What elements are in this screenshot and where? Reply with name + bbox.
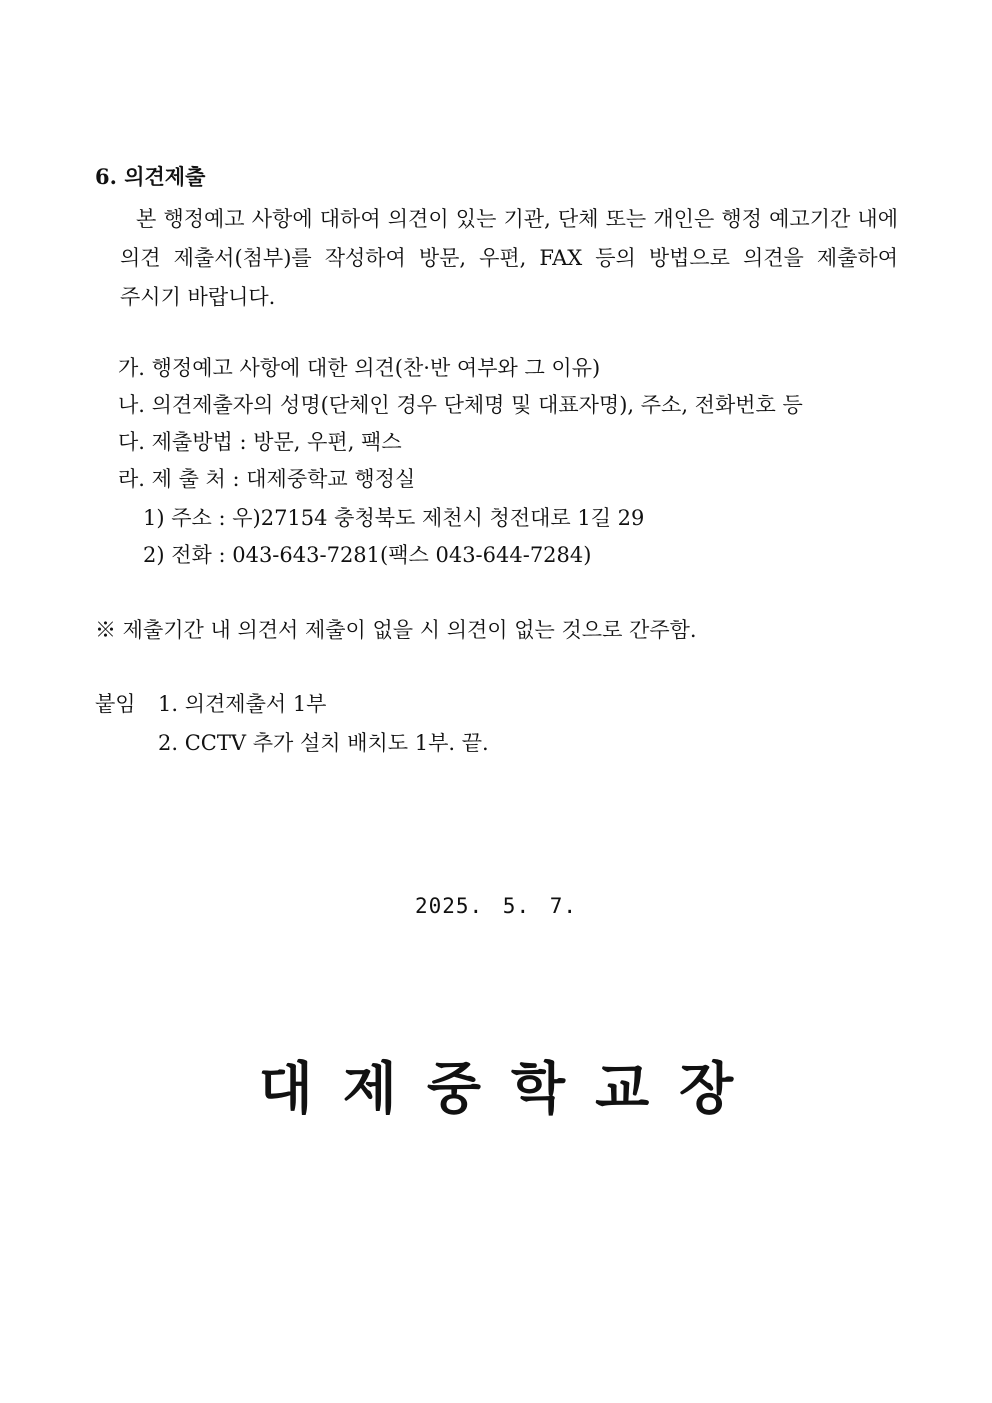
attachment-item-2: 2. CCTV 추가 설치 배치도 1부. 끝. (158, 731, 489, 755)
section-title: 6. 의견제출 (95, 164, 206, 189)
section-paragraph: 본 행정예고 사항에 대하여 의견이 있는 기관, 단체 또는 개인은 행정 예고기간 내에 의견 제출서(첨부)를 작성하여 방문, 우편, FAX 등의 방법으로 의견을 제출하여 주시기 바랍니다. (120, 207, 898, 309)
list-item-da: 다. 제출방법 : 방문, 우편, 팩스 (118, 430, 402, 454)
list-item-ga: 가. 행정예고 사항에 대한 의견(찬·반 여부와 그 이유) (118, 356, 601, 380)
attachment-label: 붙임 (95, 692, 136, 716)
attachment-item-1: 1. 의견제출서 1부 (158, 692, 327, 716)
note-text: ※ 제출기간 내 의견서 제출이 없을 시 의견이 없는 것으로 간주함. (95, 618, 697, 642)
list-item-na: 나. 의견제출자의 성명(단체인 경우 단체명 및 대표자명), 주소, 전화번호 등 (118, 393, 803, 417)
issuer-signature: 대제중학교장 (258, 1057, 764, 1122)
document-date: 2025. 5. 7. (414, 894, 578, 918)
list-item-ra: 라. 제 출 처 : 대제중학교 행정실 (118, 467, 416, 491)
sub-item-phone: 2) 전화 : 043-643-7281(팩스 043-644-7284) (143, 543, 592, 567)
sub-item-address: 1) 주소 : 우)27154 충청북도 제천시 청전대로 1길 29 (143, 506, 645, 530)
